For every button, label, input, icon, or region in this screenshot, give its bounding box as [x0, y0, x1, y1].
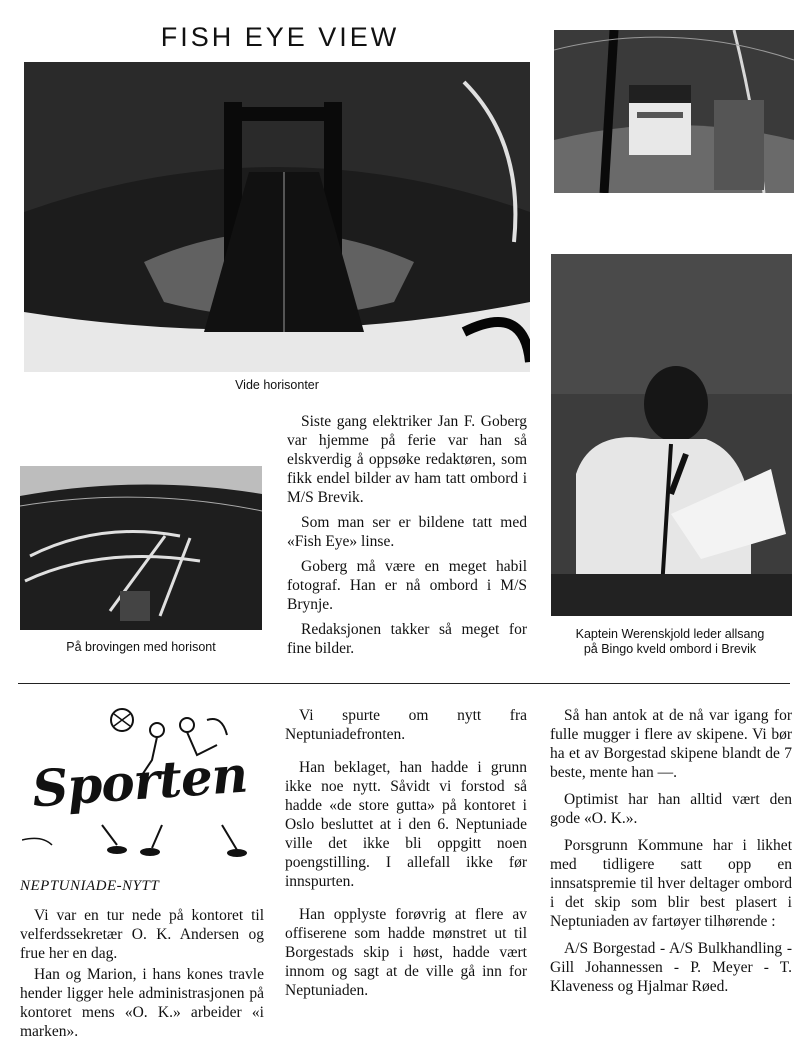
sport-subhead: NEPTUNIADE-NYTT: [20, 878, 160, 894]
photo-caption-main: Vide horisonter: [235, 378, 319, 392]
sport-column-1: [20, 906, 264, 1041]
photo-bridge-wing: [20, 466, 262, 630]
photo-captain-singing: [551, 254, 792, 616]
sporten-logo-text: Sporten: [30, 744, 249, 819]
photo-funnel-fisheye: [554, 30, 794, 193]
sport-paragraph: Porsgrunn Kommune har i likhet med tidligere satt opp en innsatspremie til hver deltager ombord i det skip som blir best plasert i Neptuniaden av fartøyer tilhørende :: [550, 837, 792, 930]
sport-paragraph: Vi spurte om nytt fra Neptuniadefronten.: [285, 707, 527, 743]
page-title: FISH EYE VIEW: [160, 22, 400, 52]
sport-paragraph: Han opplyste forøvrig at flere av offiserene som hadde mønstret ut til Borgestads skip i høst, hadde vært innom og sagt at de ville gå inn for Neptuniaden.: [285, 906, 527, 999]
sport-paragraph: Så han antok at de nå var igang for fulle mugger i flere av skipene. Vi bør ha et av Borgestad skipene blandt de 7 beste, mente han —.: [550, 707, 792, 781]
sport-paragraph: Han beklaget, han hadde i grunn ikke noe nytt. Såvidt vi forstod så hadde «de store gutta» på kontoret i Oslo besluttet at i den 6. Neptuniade ville det ikke bli oppgitt noen poengstilling. I allefall ikke før innspurten.: [285, 759, 527, 890]
sport-column-3: [550, 706, 792, 996]
sport-paragraph: Vi var en tur nede på kontoret til velferdssekretær O. K. Andersen og frue her en dag.: [20, 907, 264, 962]
sport-paragraph: Optimist har han alltid vært den gode «O. K.».: [550, 791, 792, 827]
article-paragraph: Som man ser er bildene tatt med «Fish Eye» linse.: [287, 514, 527, 550]
article-paragraph: Goberg må være en meget habil fotograf. Han er nå ombord i M/S Brynje.: [287, 558, 527, 613]
section-divider: [18, 683, 790, 684]
sport-paragraph: A/S Borgestad - A/S Bulkhandling - Gill Johannessen - P. Meyer - T. Klaveness og Hjalmar Røed.: [550, 940, 792, 995]
sporten-logo: [22, 700, 267, 860]
article-paragraph: Siste gang elektriker Jan F. Goberg var hjemme på ferie var han så elskverdig å oppsøke redaktøren, som fikk endel bilder av ham tatt ombord i M/S Brevik.: [287, 413, 527, 506]
caption-line: Kaptein Werenskjold leder allsang: [575, 627, 765, 641]
article-paragraph: Redaksjonen takker så meget for fine bilder.: [287, 621, 527, 657]
article-text: [287, 412, 527, 664]
photo-caption-captain: [540, 627, 800, 657]
sport-column-2: [285, 706, 527, 1014]
caption-line: på Bingo kveld ombord i Brevik: [583, 642, 757, 656]
photo-ship-bow-fisheye: [24, 62, 530, 372]
photo-caption-bridge: På brovingen med horisont: [66, 640, 216, 654]
sport-paragraph: Han og Marion, i hans kones travle hender ligger hele administrasjonen på kontoret mens «O. K.» arbeider «i marken».: [20, 966, 264, 1040]
